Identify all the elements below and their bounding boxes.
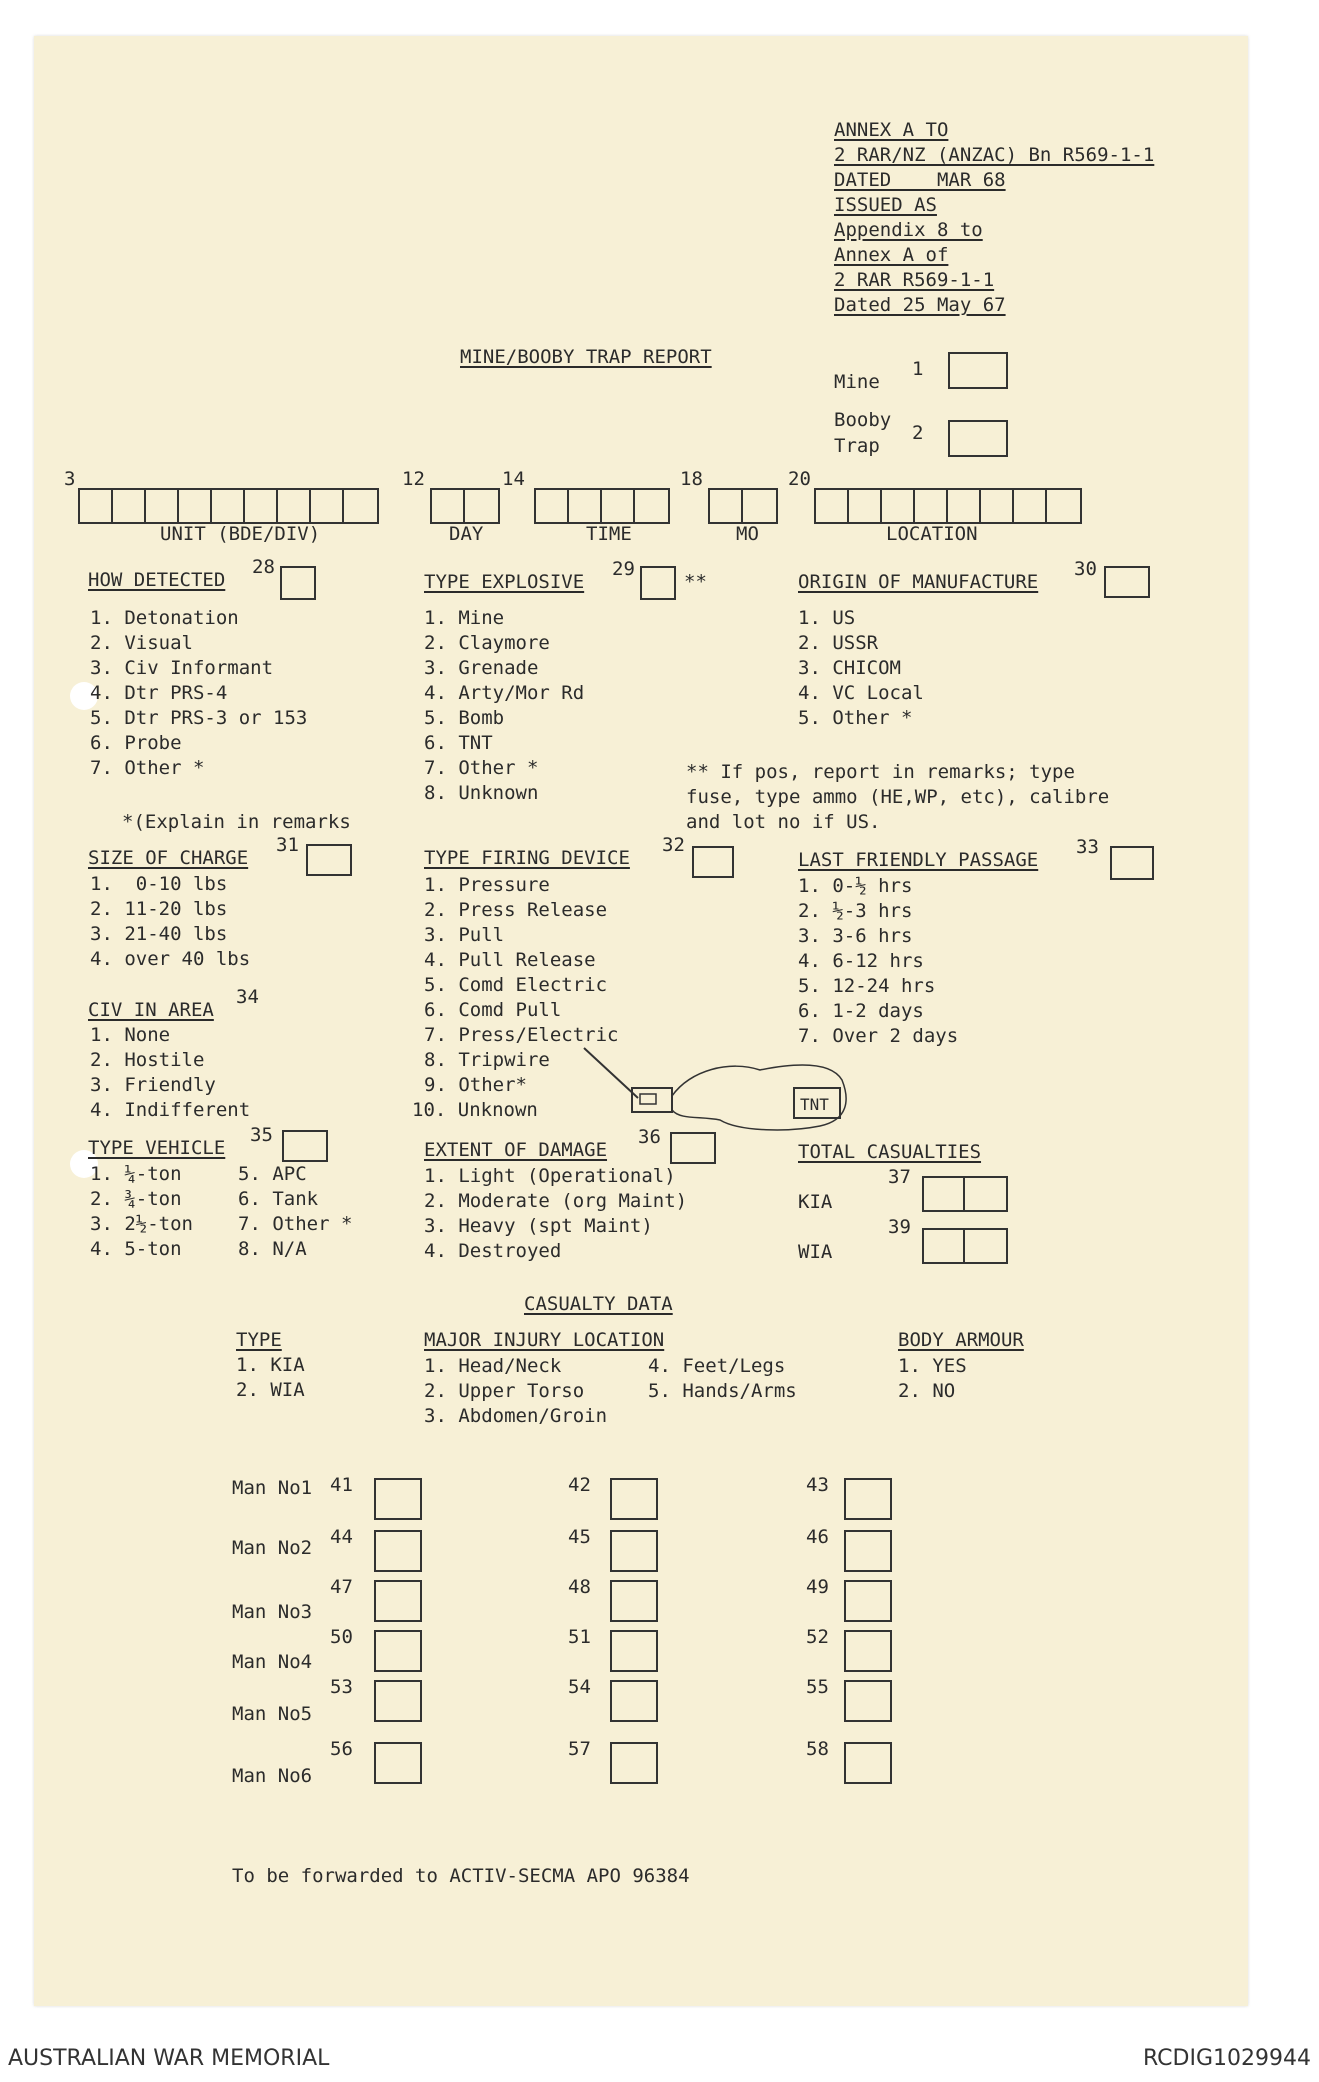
list-item: 2. 11-20 lbs [90, 898, 228, 920]
booby-checkbox[interactable] [948, 420, 1008, 457]
list-item: 1. KIA [236, 1354, 305, 1376]
field-number: 43 [806, 1474, 829, 1496]
list-item: 2. Visual [90, 632, 193, 654]
field-number: 44 [330, 1526, 353, 1548]
mo-label: MO [736, 523, 759, 545]
list-item: 5. Bomb [424, 707, 505, 729]
time-number: 14 [502, 468, 525, 490]
field-number: 47 [330, 1576, 353, 1598]
tnt-label: TNT [800, 1095, 829, 1114]
man-checkbox[interactable] [844, 1530, 892, 1572]
size-charge-list [90, 872, 250, 972]
kia-label: KIA [798, 1191, 833, 1213]
forwarding-note: To be forwarded to ACTIV-SECMA APO 96384 [232, 1865, 690, 1887]
list-item: 7. Other * [90, 757, 205, 779]
list-item: 3. 3-6 hrs [798, 925, 913, 947]
mine-checkbox[interactable] [948, 352, 1008, 389]
how-detected-checkbox[interactable] [280, 566, 316, 600]
field-number: 48 [568, 1576, 591, 1598]
list-item: 6. TNT [424, 732, 493, 754]
field-number: 56 [330, 1738, 353, 1760]
injury-title: MAJOR INJURY LOCATION [424, 1329, 665, 1351]
list-item: 5. 12-24 hrs [798, 975, 936, 997]
annex-line: 2 RAR R569-1-1 [834, 269, 995, 291]
vehicle-number: 35 [250, 1124, 273, 1146]
list-item: 2. Moderate (org Maint) [424, 1190, 688, 1212]
origin-checkbox[interactable] [1104, 566, 1150, 598]
mine-label: Mine [834, 371, 880, 393]
annex-line: Appendix 8 to [834, 219, 983, 241]
man-checkbox[interactable] [374, 1580, 422, 1622]
list-item: 2. WIA [236, 1379, 305, 1401]
armour-title: BODY ARMOUR [898, 1329, 1024, 1351]
damage-checkbox[interactable] [670, 1132, 716, 1164]
man-label: Man No6 [232, 1765, 313, 1787]
mine-number: 1 [912, 358, 924, 380]
man-label: Man No3 [232, 1601, 313, 1623]
annex-line: ISSUED AS [834, 194, 937, 216]
vehicle-title: TYPE VEHICLE [88, 1137, 226, 1159]
mo-field[interactable] [708, 488, 778, 524]
man-checkbox[interactable] [610, 1742, 658, 1784]
field-number: 41 [330, 1474, 353, 1496]
list-item: 3. CHICOM [798, 657, 901, 679]
friendly-passage-number: 33 [1076, 836, 1099, 858]
man-checkbox[interactable] [610, 1580, 658, 1622]
man-label: Man No5 [232, 1703, 313, 1725]
list-item: 4. over 40 lbs [90, 948, 251, 970]
damage-list [424, 1164, 687, 1264]
day-field[interactable] [430, 488, 500, 524]
man-checkbox[interactable] [610, 1530, 658, 1572]
note-line: ** If pos, report in remarks; type [686, 761, 1075, 783]
field-number: 51 [568, 1626, 591, 1648]
list-item: 3. Grenade [424, 657, 539, 679]
damage-title: EXTENT OF DAMAGE [424, 1139, 608, 1161]
list-item: 8. Unknown [424, 782, 539, 804]
list-item: 4. VC Local [798, 682, 924, 704]
origin-list [798, 606, 924, 731]
list-item: 1. 0-½ hrs [798, 875, 913, 897]
list-item: 7. Other * [238, 1213, 353, 1235]
day-label: DAY [449, 523, 484, 545]
list-item: 1. Light (Operational) [424, 1165, 676, 1187]
man-checkbox[interactable] [374, 1630, 422, 1672]
how-detected-list [90, 606, 307, 781]
civ-area-title: CIV IN AREA [88, 999, 214, 1021]
field-number: 52 [806, 1626, 829, 1648]
man-checkbox[interactable] [374, 1742, 422, 1784]
list-item: 4. Pull Release [424, 949, 596, 971]
annex-line: 2 RAR/NZ (ANZAC) Bn R569-1-1 [834, 144, 1155, 166]
list-item: 4. Arty/Mor Rd [424, 682, 585, 704]
list-item: 3. Civ Informant [90, 657, 274, 679]
man-checkbox[interactable] [844, 1630, 892, 1672]
list-item: 2. Hostile [90, 1049, 205, 1071]
field-number: 53 [330, 1676, 353, 1698]
list-item: 6. Tank [238, 1188, 319, 1210]
unit-label: UNIT (BDE/DIV) [160, 523, 321, 545]
mo-number: 18 [680, 468, 703, 490]
firing-device-number: 32 [662, 834, 685, 856]
unit-field[interactable] [78, 488, 379, 524]
list-item: 5. Hands/Arms [648, 1380, 797, 1402]
origin-title: ORIGIN OF MANUFACTURE [798, 571, 1039, 593]
list-item: 8. N/A [238, 1238, 307, 1260]
list-item: 1. None [90, 1024, 171, 1046]
field-number: 45 [568, 1526, 591, 1548]
friendly-passage-title: LAST FRIENDLY PASSAGE [798, 849, 1039, 871]
man-checkbox[interactable] [374, 1478, 422, 1520]
list-item: 5. APC [238, 1163, 307, 1185]
list-item: 1. Detonation [90, 607, 239, 629]
list-item: 3. 21-40 lbs [90, 923, 228, 945]
vehicle-checkbox[interactable] [282, 1130, 328, 1162]
annex-line: Annex A of [834, 244, 949, 266]
list-item: 2. ¾-ton [90, 1188, 182, 1210]
list-item: 4. 5-ton [90, 1238, 182, 1260]
annex-line: ANNEX A TO [834, 119, 949, 141]
man-checkbox[interactable] [844, 1742, 892, 1784]
list-item: 7. Other * [424, 757, 539, 779]
man-checkbox[interactable] [610, 1478, 658, 1520]
list-item: 5. Dtr PRS-3 or 153 [90, 707, 308, 729]
time-label: TIME [586, 523, 632, 545]
list-item: 3. Friendly [90, 1074, 216, 1096]
footer-right: RCDIG1029944 [1142, 2046, 1311, 2071]
how-detected-number: 28 [252, 556, 275, 578]
list-item: 5. Comd Electric [424, 974, 608, 996]
list-item: 7. Press/Electric [424, 1024, 619, 1046]
casualty-data-title: CASUALTY DATA [524, 1293, 673, 1315]
footer-left: AUSTRALIAN WAR MEMORIAL [8, 2046, 330, 2071]
unit-number: 3 [64, 468, 76, 490]
how-detected-title: HOW DETECTED [88, 569, 226, 591]
man-label: Man No4 [232, 1651, 313, 1673]
firing-device-title: TYPE FIRING DEVICE [424, 847, 630, 869]
man-label: Man No1 [232, 1477, 313, 1499]
man-label: Man No2 [232, 1537, 313, 1559]
list-item: 3. Abdomen/Groin [424, 1405, 608, 1427]
note-line: fuse, type ammo (HE,WP, etc), calibre [686, 786, 1110, 808]
man-checkbox[interactable] [844, 1478, 892, 1520]
list-item: 8. Tripwire [424, 1049, 550, 1071]
list-item: 9. Other* [424, 1074, 527, 1096]
list-item: 3. Pull [424, 924, 505, 946]
list-item: 6. Probe [90, 732, 182, 754]
booby-number: 2 [912, 422, 924, 444]
wia-field[interactable] [922, 1228, 1008, 1264]
double-asterisk: ** [684, 571, 707, 593]
tripwire-sketch [580, 1040, 880, 1140]
location-label: LOCATION [886, 523, 978, 545]
friendly-passage-list [798, 874, 958, 1049]
list-item: 10. Unknown [412, 1099, 538, 1121]
day-number: 12 [402, 468, 425, 490]
time-field[interactable] [534, 488, 670, 524]
list-item: 6. 1-2 days [798, 1000, 924, 1022]
list-item: 2. NO [898, 1380, 956, 1402]
list-item: 7. Over 2 days [798, 1025, 959, 1047]
field-number: 42 [568, 1474, 591, 1496]
man-checkbox[interactable] [610, 1630, 658, 1672]
list-item: 4. Feet/Legs [648, 1355, 786, 1377]
list-item: 4. Dtr PRS-4 [90, 682, 228, 704]
list-item: 4. Indifferent [90, 1099, 251, 1121]
friendly-passage-checkbox[interactable] [1110, 846, 1154, 880]
field-number: 54 [568, 1676, 591, 1698]
note-line: and lot no if US. [686, 811, 881, 833]
list-item: 1. Head/Neck [424, 1355, 562, 1377]
man-checkbox[interactable] [844, 1680, 892, 1722]
damage-number: 36 [638, 1126, 661, 1148]
type-explosive-title: TYPE EXPLOSIVE [424, 571, 585, 593]
civ-area-number: 34 [236, 986, 259, 1008]
list-item: 4. Destroyed [424, 1240, 562, 1262]
list-item: 6. Comd Pull [424, 999, 562, 1021]
list-item: 2. Upper Torso [424, 1380, 585, 1402]
kia-number: 37 [888, 1166, 911, 1188]
field-number: 50 [330, 1626, 353, 1648]
type-explosive-number: 29 [612, 558, 635, 580]
explain-note: *(Explain in remarks [122, 811, 351, 833]
vehicle-list-1 [90, 1162, 193, 1262]
size-charge-checkbox[interactable] [306, 844, 352, 876]
man-checkbox[interactable] [374, 1680, 422, 1722]
type-explosive-list [424, 606, 584, 806]
list-item: 2. ½-3 hrs [798, 900, 913, 922]
civ-area-list [90, 1023, 250, 1123]
list-item: 5. Other * [798, 707, 913, 729]
list-item: 2. Claymore [424, 632, 550, 654]
man-checkbox[interactable] [374, 1530, 422, 1572]
list-item: 4. 6-12 hrs [798, 950, 924, 972]
type-title: TYPE [236, 1329, 282, 1351]
type-explosive-checkbox[interactable] [640, 566, 676, 600]
list-item: 3. Heavy (spt Maint) [424, 1215, 653, 1237]
kia-field[interactable] [922, 1176, 1008, 1212]
origin-number: 30 [1074, 558, 1097, 580]
field-number: 58 [806, 1738, 829, 1760]
list-item: 1. YES [898, 1355, 967, 1377]
field-number: 55 [806, 1676, 829, 1698]
field-number: 46 [806, 1526, 829, 1548]
booby-label: Trap [834, 435, 880, 457]
field-number: 49 [806, 1576, 829, 1598]
annex-line: Dated 25 May 67 [834, 294, 1006, 316]
size-charge-title: SIZE OF CHARGE [88, 847, 249, 869]
form-title: MINE/BOOBY TRAP REPORT [460, 346, 712, 368]
location-number: 20 [788, 468, 811, 490]
list-item: 2. Press Release [424, 899, 608, 921]
man-checkbox[interactable] [844, 1580, 892, 1622]
wia-number: 39 [888, 1216, 911, 1238]
annex-line: DATED MAR 68 [834, 169, 1006, 191]
location-field[interactable] [814, 488, 1082, 524]
list-item: 1. 0-10 lbs [90, 873, 228, 895]
size-charge-number: 31 [276, 834, 299, 856]
booby-label: Booby [834, 409, 892, 431]
wia-label: WIA [798, 1241, 833, 1263]
list-item: 1. Mine [424, 607, 505, 629]
list-item: 1. Pressure [424, 874, 550, 896]
field-number: 57 [568, 1738, 591, 1760]
casualties-title: TOTAL CASUALTIES [798, 1141, 982, 1163]
list-item: 1. US [798, 607, 856, 629]
list-item: 2. USSR [798, 632, 879, 654]
vehicle-list-2 [238, 1162, 352, 1262]
list-item: 3. 2½-ton [90, 1213, 193, 1235]
man-checkbox[interactable] [610, 1680, 658, 1722]
list-item: 1. ¼-ton [90, 1163, 182, 1185]
firing-device-checkbox[interactable] [692, 846, 734, 878]
